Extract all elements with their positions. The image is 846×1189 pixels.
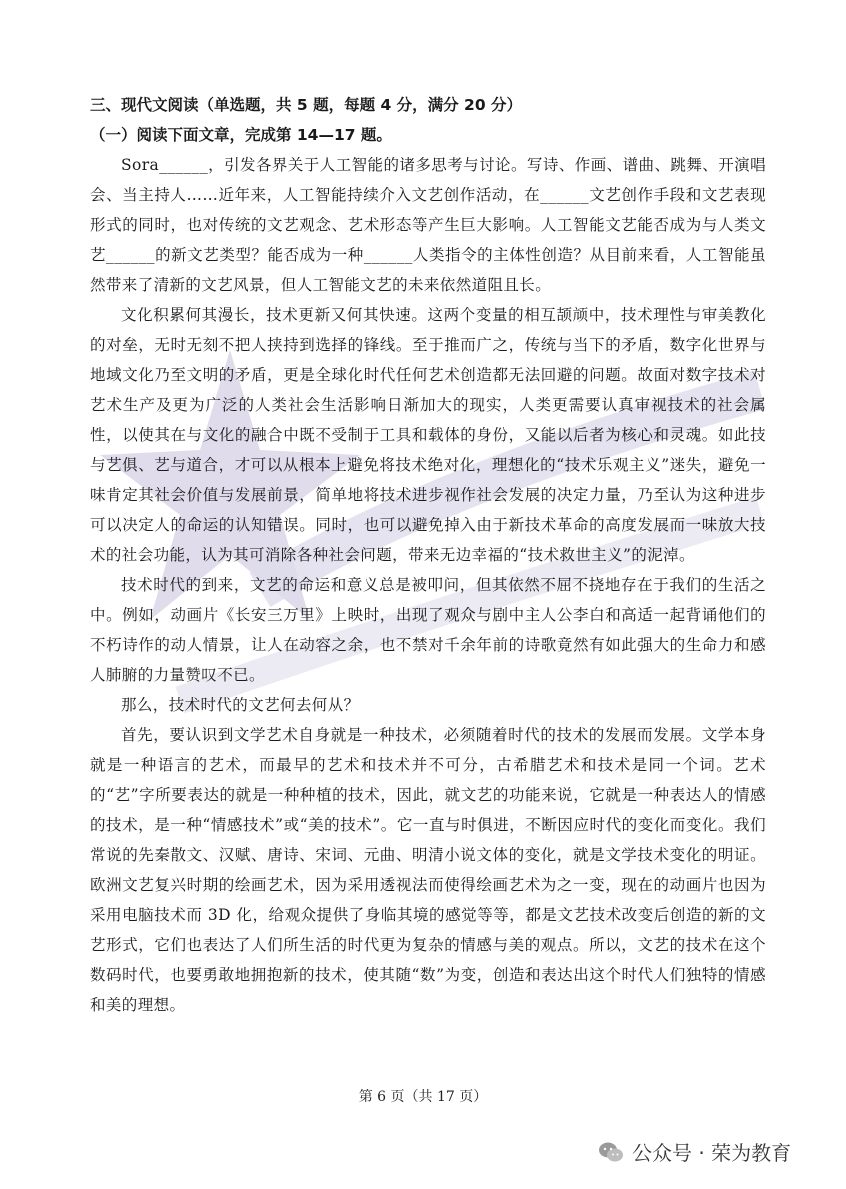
paragraph-3: 技术时代的到来，文艺的命运和意义总是被叩问，但其依然不屈不挠地存在于我们的生活之中。例如，动画片《长安三万里》上映时，出现了观众与剧中主人公李白和高适一起背诵他们的不朽诗作的动人情景，让人在动容之余，也不禁对千余年前的诗歌竟然有如此强大的生命力和感人肺腑的力量赞叹不已。 bbox=[90, 576, 766, 684]
paragraph-4: 那么，技术时代的文艺何去何从？ bbox=[121, 696, 360, 714]
paragraph-5: 首先，要认识到文学艺术自身就是一种技术，必须随着时代的技术的发展而发展。文学本身就是一种语言的艺术，而最早的艺术和技术并不可分，古希腊艺术和技术是同一个词。艺术的“艺”字所要表达的就是一种种植的技术，因此，就文艺的功能来说，它就是一种表达人的情感的技术，是一种“情感技术”或“美的技术”。它一直与时俱进，不断因应时代的变化而变化。我们常说的先秦散文、汉赋、唐诗、宋词、元曲、明清小说文体的变化，就是文学技术变化的明证。欧洲文艺复兴时期的绘画艺术，因为采用透视法而使得绘画艺术为之一变，现在的动画片也因为采用电脑技术而 3D 化，给观众提供了身临其境的感觉等等，都是文艺技术改变后创造的新的文艺形式，它们也表达了人们所生活的时代更为复杂的情感与美的观点。所以，文艺的技术在这个数码时代，也要勇敢地拥抱新的技术，使其随“数”为变，创造和表达出这个时代人们独特的情感和美的理想。 bbox=[90, 726, 766, 1014]
section-heading: 三、现代文阅读（单选题，共 5 题，每题 4 分，满分 20 分） bbox=[90, 96, 523, 114]
wechat-watermark bbox=[598, 1137, 791, 1166]
page-number: 第 6 页（共 17 页） bbox=[358, 1089, 488, 1105]
paragraph-1: Sora______，引发各界关于人工智能的诸多思考与讨论。写诗、作画、谱曲、跳舞、开演唱会、当主持人……近年来，人工智能持续介入文艺创作活动，在______文艺创作手段和文艺表现形式的同时，也对传统的文艺观念、艺术形态等产生巨大影响。人工智能文艺能否成为与人类文艺______的新文艺类型？能否成为一种______人类指令的主体性创造？从目前来看，人工智能虽然带来了清新的文艺风景，但人工智能文艺的未来依然道阻且长。 bbox=[90, 156, 766, 294]
wechat-icon bbox=[598, 1141, 624, 1163]
wechat-account-label: 公众号 · 荣为教育 bbox=[632, 1141, 792, 1165]
paragraph-2: 文化积累何其漫长，技术更新又何其快速。这两个变量的相互颉颃中，技术理性与审美教化的对垒，无时无刻不把人挟持到选择的锋线。至于推而广之，传统与当下的矛盾，数字化世界与地域文化乃至文明的矛盾，更是全球化时代任何艺术创造都无法回避的问题。故面对数字技术对艺术生产及更为广泛的人类社会生活影响日渐加大的现实，人类更需要认真审视技术的社会属性，以使其在与文化的融合中既不受制于工具和载体的身份，又能以后者为核心和灵魂。如此技与艺俱、艺与道合，才可以从根本上避免将技术绝对化，理想化的“技术乐观主义”迷失，避免一味肯定其社会价值与发展前景，简单地将技术进步视作社会发展的决定力量，乃至认为这种进步可以决定人的命运的认知错误。同时，也可以避免掉入由于新技术革命的高度发展而一味放大技术的社会功能，认为其可消除各种社会问题，带来无边幸福的“技术救世主义”的泥淖。 bbox=[90, 306, 766, 564]
article-content bbox=[90, 90, 766, 1020]
sub-heading: （一）阅读下面文章，完成第 14—17 题。 bbox=[90, 126, 392, 144]
